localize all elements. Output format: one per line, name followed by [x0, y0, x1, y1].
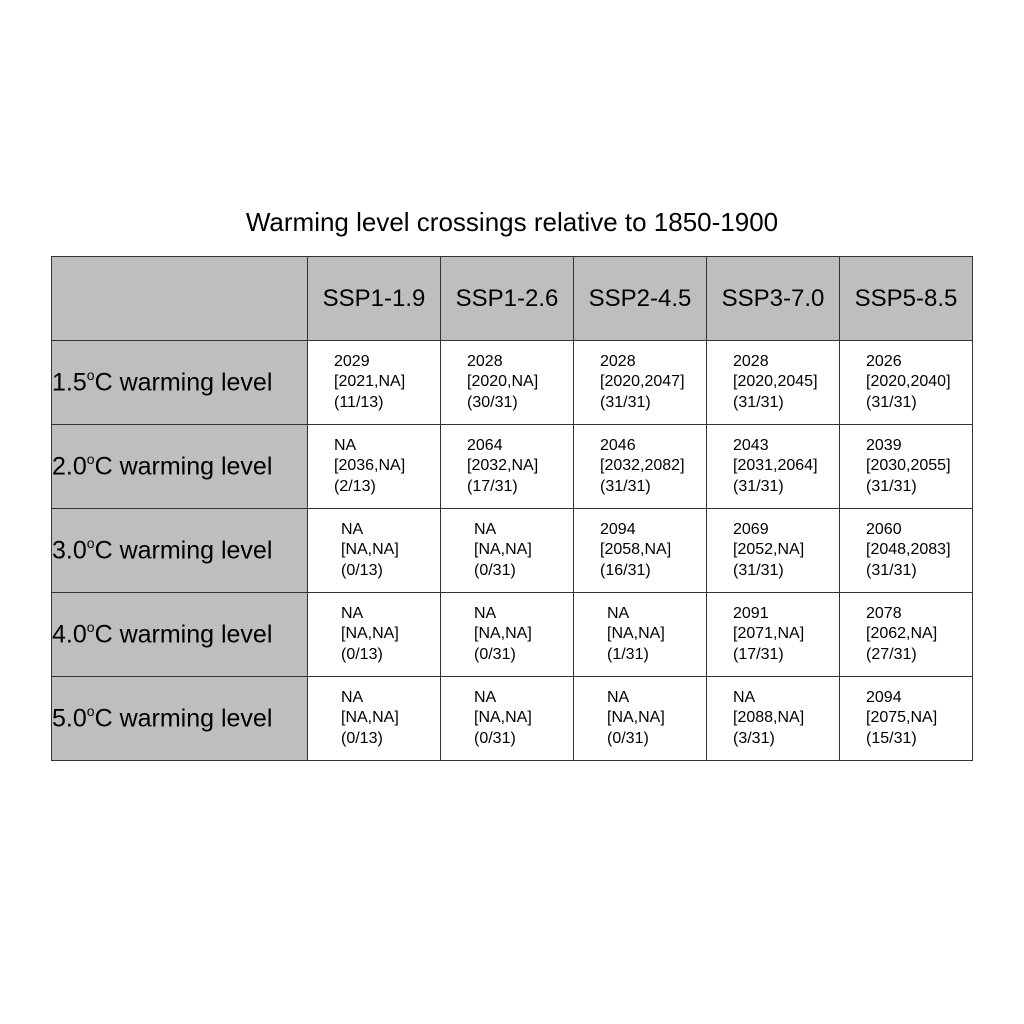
- cell-count: (31/31): [866, 393, 917, 411]
- table-cell: [574, 509, 707, 593]
- cell-year: 2043: [733, 436, 769, 454]
- degree-symbol: o: [86, 702, 95, 719]
- row-header: [52, 425, 308, 509]
- cell-range: [NA,NA]: [607, 625, 665, 643]
- cell-count: (31/31): [866, 477, 917, 495]
- cell-year: NA: [334, 436, 357, 454]
- cell-year: 2091: [733, 604, 769, 622]
- table-title: Warming level crossings relative to 1850-1900: [245, 207, 779, 237]
- cell-range: [2030,2055]: [866, 457, 951, 475]
- warming-level-value: 1.5: [52, 368, 87, 397]
- table-cell: [707, 341, 840, 425]
- cell-year: NA: [341, 688, 364, 706]
- cell-range: [2032,NA]: [467, 457, 539, 475]
- cell-count: (31/31): [733, 477, 784, 495]
- warming-level-value: 3.0: [52, 536, 87, 565]
- cell-count: (0/13): [341, 729, 383, 747]
- table-cell: [707, 425, 840, 509]
- row-header: [52, 593, 308, 677]
- cell-year: 2069: [733, 520, 769, 538]
- cell-range: [2020,NA]: [467, 373, 539, 391]
- cell-count: (15/31): [866, 729, 917, 747]
- table-body: [52, 341, 973, 761]
- column-header: SSP3-7.0: [707, 257, 840, 341]
- table-cell: [574, 425, 707, 509]
- cell-year: NA: [474, 688, 497, 706]
- warming-level-table: [51, 256, 973, 761]
- degree-symbol: o: [86, 534, 95, 551]
- degree-symbol: o: [86, 618, 95, 635]
- cell-range: [NA,NA]: [341, 625, 399, 643]
- cell-range: [2048,2083]: [866, 541, 951, 559]
- warming-level-value: 2.0: [52, 452, 87, 481]
- table-cell: [574, 341, 707, 425]
- cell-range: [2032,2082]: [600, 457, 685, 475]
- cell-range: [NA,NA]: [474, 541, 532, 559]
- table-cell: [707, 677, 840, 761]
- column-header: SSP2-4.5: [574, 257, 707, 341]
- warming-level-label: C warming level: [94, 704, 273, 733]
- cell-range: [NA,NA]: [474, 709, 532, 727]
- table-row: [52, 593, 973, 677]
- cell-count: (0/31): [607, 729, 649, 747]
- cell-count: (17/31): [733, 645, 784, 663]
- table-row: [52, 425, 973, 509]
- cell-count: (31/31): [600, 477, 651, 495]
- warming-level-label: C warming level: [94, 536, 273, 565]
- cell-range: [2062,NA]: [866, 625, 938, 643]
- table-cell: [441, 341, 574, 425]
- table-cell: [308, 593, 441, 677]
- column-header: SSP5-8.5: [840, 257, 973, 341]
- cell-count: (0/13): [341, 561, 383, 579]
- cell-range: [NA,NA]: [474, 625, 532, 643]
- cell-range: [NA,NA]: [341, 709, 399, 727]
- cell-count: (31/31): [866, 561, 917, 579]
- table-cell: [574, 677, 707, 761]
- cell-year: 2060: [866, 520, 902, 538]
- cell-year: NA: [607, 688, 630, 706]
- cell-range: [2075,NA]: [866, 709, 938, 727]
- cell-count: (31/31): [600, 393, 651, 411]
- cell-count: (1/31): [607, 645, 649, 663]
- cell-range: [2020,2047]: [600, 373, 685, 391]
- table-row: [52, 677, 973, 761]
- cell-count: (27/31): [866, 645, 917, 663]
- cell-count: (3/31): [733, 729, 775, 747]
- cell-range: [NA,NA]: [341, 541, 399, 559]
- cell-count: (31/31): [733, 561, 784, 579]
- table-cell: [441, 509, 574, 593]
- cell-range: [2088,NA]: [733, 709, 805, 727]
- warming-level-value: 5.0: [52, 704, 87, 733]
- cell-range: [2058,NA]: [600, 541, 672, 559]
- table-cell: [441, 593, 574, 677]
- cell-year: NA: [607, 604, 630, 622]
- column-header: SSP1-2.6: [441, 257, 574, 341]
- table-cell: [840, 677, 973, 761]
- cell-count: (0/13): [341, 645, 383, 663]
- table-cell: [707, 509, 840, 593]
- cell-count: (30/31): [467, 393, 518, 411]
- cell-year: NA: [341, 520, 364, 538]
- degree-symbol: o: [86, 450, 95, 467]
- cell-count: (0/31): [474, 645, 516, 663]
- cell-count: (16/31): [600, 561, 651, 579]
- cell-year: NA: [733, 688, 756, 706]
- warming-level-label: C warming level: [94, 452, 273, 481]
- cell-year: NA: [474, 604, 497, 622]
- table-cell: [840, 425, 973, 509]
- cell-year: NA: [341, 604, 364, 622]
- cell-year: 2028: [467, 352, 503, 370]
- cell-count: (2/13): [334, 477, 376, 495]
- table-cell: [308, 509, 441, 593]
- header-row: [52, 257, 973, 341]
- cell-year: 2094: [600, 520, 636, 538]
- cell-year: 2028: [600, 352, 636, 370]
- cell-count: (31/31): [733, 393, 784, 411]
- cell-range: [2020,2045]: [733, 373, 818, 391]
- warming-level-label: C warming level: [94, 368, 273, 397]
- table-cell: [308, 425, 441, 509]
- cell-range: [2021,NA]: [334, 373, 406, 391]
- cell-range: [2052,NA]: [733, 541, 805, 559]
- table-cell: [441, 425, 574, 509]
- table-cell: [441, 677, 574, 761]
- row-header: [52, 509, 308, 593]
- cell-range: [NA,NA]: [607, 709, 665, 727]
- column-header: SSP1-1.9: [308, 257, 441, 341]
- cell-range: [2071,NA]: [733, 625, 805, 643]
- cell-year: 2026: [866, 352, 902, 370]
- row-header: [52, 677, 308, 761]
- cell-count: (0/31): [474, 729, 516, 747]
- table-cell: [707, 593, 840, 677]
- warming-level-value: 4.0: [52, 620, 87, 649]
- table-cell: [308, 677, 441, 761]
- degree-symbol: o: [86, 366, 95, 383]
- table-row: [52, 509, 973, 593]
- cell-year: 2046: [600, 436, 636, 454]
- cell-range: [2036,NA]: [334, 457, 406, 475]
- cell-year: 2028: [733, 352, 769, 370]
- cell-year: 2064: [467, 436, 503, 454]
- cell-year: 2094: [866, 688, 902, 706]
- cell-year: NA: [474, 520, 497, 538]
- row-header: [52, 341, 308, 425]
- cell-year: 2039: [866, 436, 902, 454]
- cell-year: 2029: [334, 352, 370, 370]
- cell-count: (17/31): [467, 477, 518, 495]
- corner-cell: [52, 257, 308, 341]
- table-row: [52, 341, 973, 425]
- table-cell: [308, 341, 441, 425]
- table-cell: [840, 509, 973, 593]
- table-cell: [840, 341, 973, 425]
- cell-range: [2031,2064]: [733, 457, 818, 475]
- warming-level-label: C warming level: [94, 620, 273, 649]
- cell-range: [2020,2040]: [866, 373, 951, 391]
- cell-count: (11/13): [334, 393, 384, 411]
- cell-count: (0/31): [474, 561, 516, 579]
- table-cell: [574, 593, 707, 677]
- table-cell: [840, 593, 973, 677]
- cell-year: 2078: [866, 604, 902, 622]
